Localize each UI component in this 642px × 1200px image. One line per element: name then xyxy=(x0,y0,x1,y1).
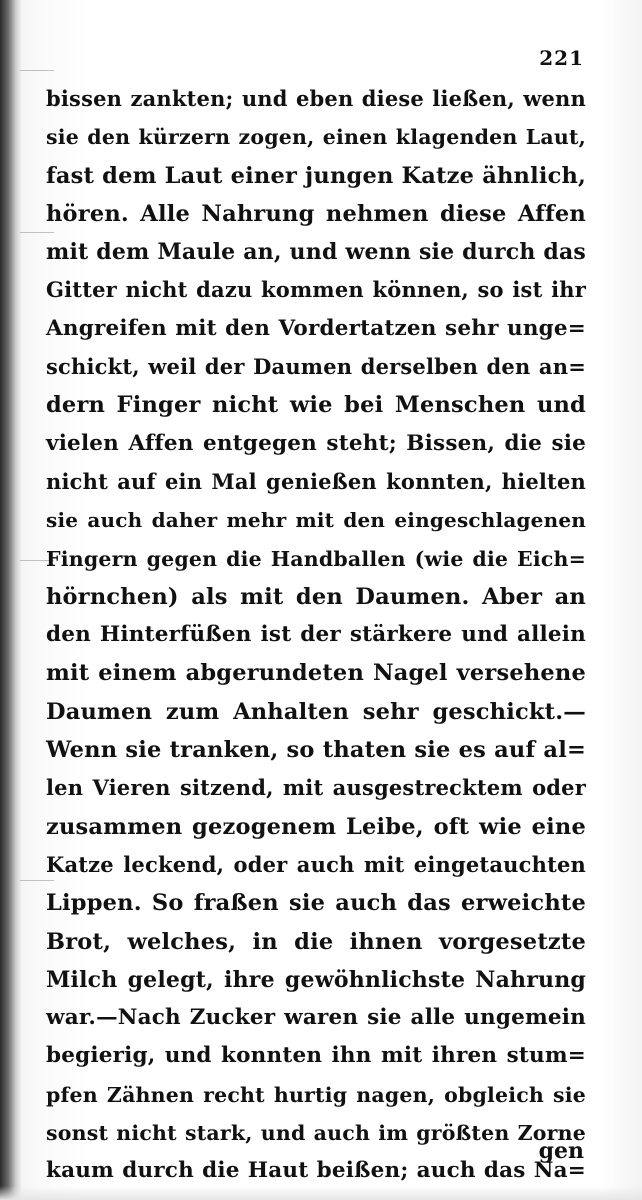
text-line: begierig, und konnten ihn mit ihren stum= xyxy=(46,1043,586,1069)
text-line: den Hinterfüßen ist der stärkere und allein xyxy=(46,622,586,648)
text-line: mit einem abgerundeten Nagel versehene xyxy=(46,660,586,687)
text-line: Gitter nicht dazu kommen können, so ist ihr xyxy=(46,277,586,303)
text-line: Fingern gegen die Handballen (wie die Eich= xyxy=(46,546,586,571)
text-line: pfen Zähnen recht hurtig nagen, obgleich sie xyxy=(46,1082,586,1107)
text-line: bissen zankten; und eben diese ließen, wenn xyxy=(46,86,586,111)
text-line: Brot, welches, in die ihnen vorgesetzte xyxy=(46,928,586,955)
text-line: sie auch daher mehr mit den eingeschlagenen xyxy=(46,508,586,533)
text-line: dern Finger nicht wie bei Menschen und xyxy=(46,392,586,419)
page-edge-shadow xyxy=(0,1186,642,1200)
text-line: fast dem Laut einer jungen Katze ähnlich, xyxy=(46,162,587,189)
text-line: sie den kürzern zogen, einen klagenden Laut, xyxy=(46,125,586,150)
binding-gutter xyxy=(0,0,22,1200)
text-line: war.—Nach Zucker waren sie alle ungemein xyxy=(46,1005,586,1031)
bleed-mark xyxy=(20,70,54,71)
text-line: hörnchen) als mit den Daumen. Aber an xyxy=(46,583,586,610)
page-number: 221 xyxy=(539,46,584,70)
text-line: zusammen gezogenem Leibe, oft wie eine xyxy=(46,813,586,840)
text-line: vielen Affen entgegen steht; Bissen, die sie xyxy=(46,430,586,456)
text-line: schickt, weil der Daumen derselben den an= xyxy=(46,354,586,380)
text-line: hören. Alle Nahrung nehmen diese Affen xyxy=(46,200,586,227)
catchword: gen xyxy=(538,1138,584,1164)
text-line: Angreifen mit den Vordertatzen sehr unge= xyxy=(46,315,586,341)
text-line: len Vieren sitzend, mit ausgestrecktem oder xyxy=(46,775,586,801)
text-line: nicht auf ein Mal genießen konnten, hielten xyxy=(46,468,586,494)
text-line: kaum durch die Haut beißen; auch das Na= xyxy=(46,1158,586,1184)
text-line: Daumen zum Anhalten sehr geschickt.— xyxy=(46,698,586,725)
text-line: Lippen. So fraßen sie auch das erweichte xyxy=(46,890,586,917)
text-line: Katze leckend, oder auch mit eingetauchten xyxy=(46,851,586,877)
body-text xyxy=(46,80,586,1191)
text-line: mit dem Maule an, und wenn sie durch das xyxy=(46,239,587,266)
text-line: sonst nicht stark, und auch im größten Zorne xyxy=(46,1121,586,1146)
text-line: Wenn sie tranken, so thaten sie es auf al= xyxy=(46,737,586,764)
text-line: Milch gelegt, ihre gewöhnlichste Nahrung xyxy=(46,966,586,993)
